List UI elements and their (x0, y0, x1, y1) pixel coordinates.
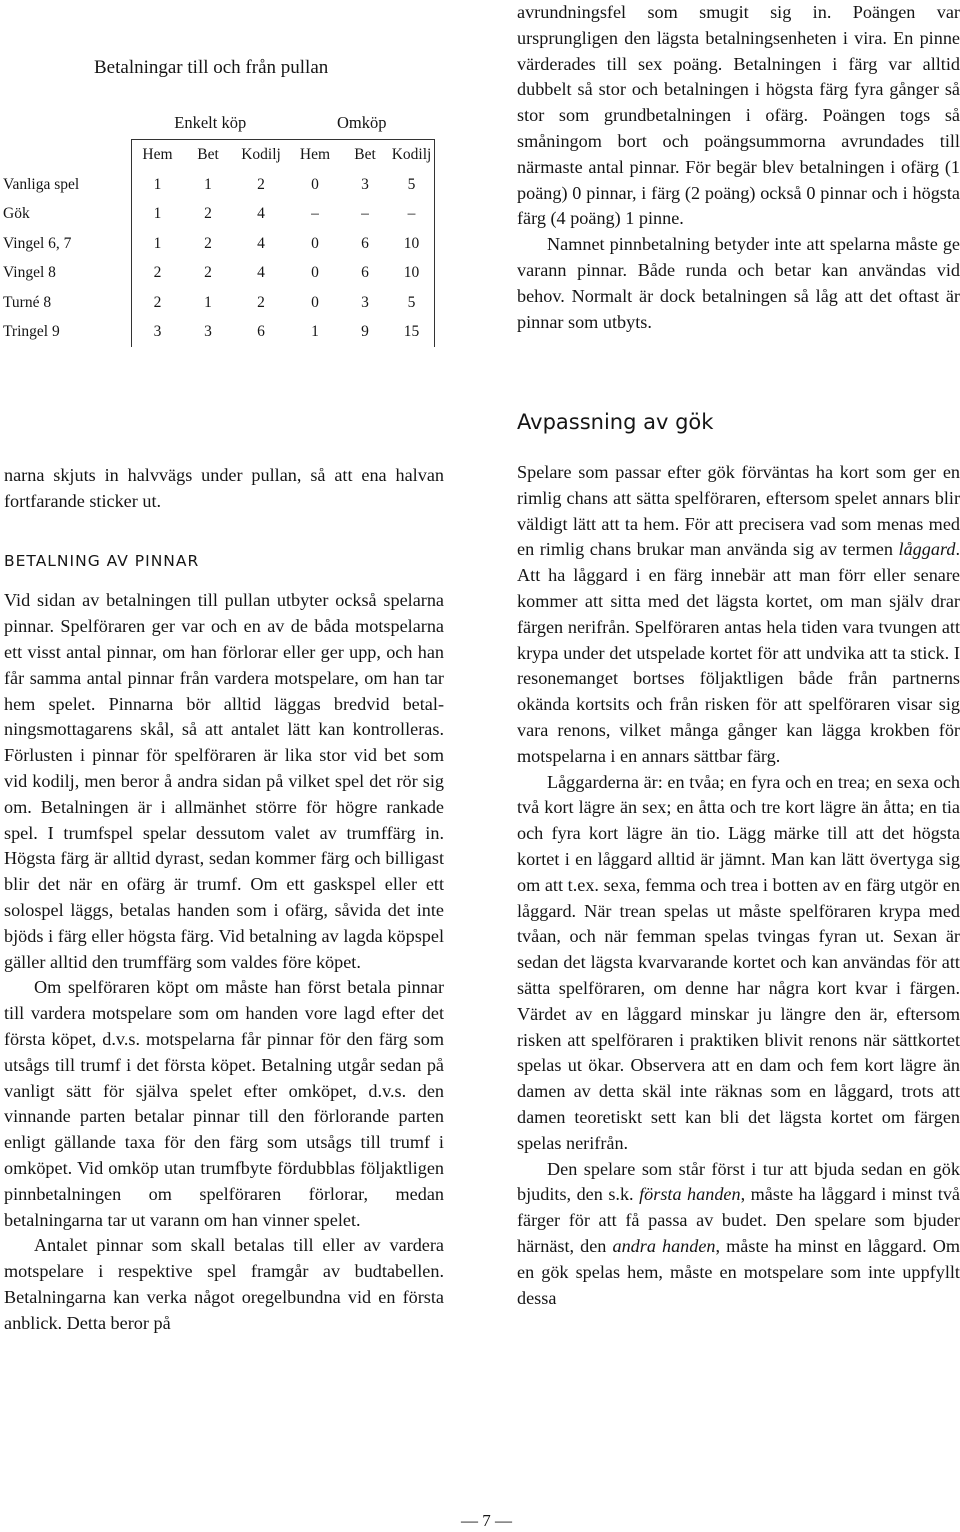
table-row (0, 229, 435, 259)
table-row (0, 259, 435, 289)
subheading-betalning-av-pinnar: BETALNING AV PINNAR (4, 551, 200, 570)
cell: – (361, 205, 369, 223)
cell: 10 (389, 229, 435, 259)
cell: 3 (153, 323, 162, 341)
cell: 2 (257, 293, 265, 311)
row-label: Turné 8 (0, 288, 132, 318)
paragraph: Spelare som passar efter gök förväntas ha kort som ger en rimlig chans att sätta spelföraren, eftersom spelet annars blir väldigt lätt att ta hem. För att precisera vad som menas med en rimlig chans brukar man använda sig av termen låggard. Att ha låggard i en färg innebär att man förr eller senare kommer att sitta med det lägsta kortet, om man själv drar färgen nerifrån. Spelföraren antas hela tiden vara tvungen att krypa under det utspelade kortet för att undvika att ta stick. I resonemanget bortses följaktligen både från partnerns okända kortsits och från risken för att spelföraren visar sig vara renons, vilket många gånger kan lägga krokben för motspelarna i en annars sättbar färg. (517, 462, 960, 766)
paragraph: Vid sidan av betalningen till pullan utbyter också spelarna pinnar. Spelföraren ger var och en av de båda motspelarna ett visst antal pinnar, om han förlorar eller ger upp, och han får samma antal pinnar från vardera motspelare, om han tar hem spelet. Pinnarna bör alltid läggas bredvid betalningsmottagarens skål, så att antalet lätt kan kontrolleras. Förlusten i pinnar för spelföraren är lika stor vid bet som vid kodilj, men beror å andra sidan på vilket spel det rör sig om. Betalningen är i allmänhet större för högre rankade spel. I trumfspel spelar dessutom valet av trumffärg in. Högsta färg är alltid dyrast, sedan kommer färg och billigast blir det när en ofärg är trumf. Om ett gaskspel eller ett solospel läggs, betalas handen som i ofärg, såvida det inte bjöds i färg eller högsta färg. Vid betalning av lagda köpspel gäller alltid den trumffärg som valdes före köpet. (4, 590, 444, 972)
cell: 2 (153, 293, 162, 311)
cell: 1 (153, 205, 162, 223)
row-label: Tringel 9 (0, 318, 132, 348)
table-row (0, 318, 435, 348)
left-column (4, 463, 444, 1337)
group-omkop: Omköp (289, 107, 435, 140)
cell: – (389, 200, 435, 230)
paragraph: avrundningsfel som smugit sig in. Poängen var ursprungligen den lägsta betalningsenheten i vira. En pinne värderades till sex poäng. Betalningen i färg var alltid dubbelt så stor och betalningen i högsta färg fyra gånger så stor som grundbetalningen i ofärg. Poängen togs så småningom bort och poängsummorna avrundades till närmaste antal pinnar. För begär blev betalningen i ofärg (1 poäng) 0 pinnar, i färg (2 poäng) också 0 pinnar och i högsta färg (4 poäng) 1 pinne. (517, 2, 960, 229)
cell: 5 (389, 170, 435, 200)
cell: 1 (204, 175, 212, 193)
subheader-cell: Hem (142, 146, 173, 163)
cell: 3 (361, 175, 369, 193)
row-label: Vingel 6, 7 (0, 229, 132, 259)
table-row (0, 170, 435, 200)
cell: 4 (257, 234, 265, 252)
section-title-avpassning: Avpassning av gök (517, 410, 714, 434)
cell: 3 (204, 323, 212, 341)
cell: 2 (204, 205, 212, 223)
cell: 3 (361, 293, 369, 311)
cell: 0 (311, 175, 319, 193)
group-enkelt-kop: Enkelt köp (132, 107, 290, 140)
cell: 15 (389, 318, 435, 348)
cell: 0 (311, 234, 319, 252)
row-label: Gök (0, 200, 132, 230)
paragraph: narna skjuts in halvvägs under pullan, så att ena halvan fortfarande sticker ut. (4, 465, 444, 511)
payments-table (0, 107, 435, 347)
term-forsta-handen: första handen (639, 1184, 741, 1205)
cell: 2 (204, 264, 212, 282)
cell: 10 (389, 259, 435, 289)
subheader-cell: Bet (354, 146, 376, 163)
cell: 0 (311, 293, 319, 311)
cell: 0 (311, 264, 319, 282)
cell: 2 (153, 264, 162, 282)
paragraph: Låggarderna är: en tvåa; en fyra och en trea; en sexa och två kort lägre än sex; en åtta och tre kort lägre än åtta; en tia och fyra kort lägre än tio. Lägg märke till att det högsta kortet i en låggard alltid är jämnt. Man kan lätt övertyga sig om att t.ex. sexa, femma och trea i botten av en färg utgör en låggard. När trean spelas ut måste spelföraren krypa med tvåan, och när femman spelas tvingas fyran ut. Sexan är sedan det lägsta kvarvarande kortet och kan användas för att sätta spelföraren, om denne har några kort kvar i färgen. Värdet av en låggard minskar ju längre den är, eftersom risken att spelföraren i praktiken blivit renons när sättkortet spelas ut ökar. Observera att en dam och fem kort lägre än damen av detta skäl inte räknas som en låggard, trots att damen teoretiskt sett kan bli det lägsta kortet om färgen spelas nerifrån. (517, 771, 960, 1153)
table-subheader (0, 140, 435, 171)
paragraph: Antalet pinnar som skall betalas till eller av vardera motspelare i respektive spel framgår av budtabellen. Betalningarna kan verka något oregelbundna vid en första anblick. Detta beror på (4, 1235, 444, 1333)
cell: 1 (204, 293, 212, 311)
paragraph: Namnet pinnbetalning betyder inte att spelarna måste ge varann pinnar. Både runda och betar kan användas vid behov. Normalt är dock betalningen så låg att det oftast är pinnar som utbyts. (517, 234, 960, 332)
paragraph: Om spelföraren köpt om måste han först betala pinnar till vardera motspelare som om handen vore lagd efter det första köpet, d.v.s. motspelarna får pinnar för den färg som utsågs till trumf i det första köpet. Betalning utgår sedan på vanligt sätt för själva spelet efter omköpet, d.v.s. den vinnande parten betalar pinnar till den förlorande parten enligt gällande taxa för den färg som utsågs till trumf i omköpet. Vid omköp utan trumfbyte fördubblas följaktligen pinnbetalningen om spelföraren förlorar, medan betalningarna tar ut varann om han vinner spelet. (4, 977, 444, 1230)
subheader-cell: Bet (197, 146, 219, 163)
cell: 1 (311, 323, 319, 341)
term-andra-handen: andra handen (612, 1235, 716, 1256)
subheader-cell: Hem (299, 146, 331, 163)
subheader-cell: Kodilj (241, 146, 281, 163)
cell: 1 (153, 175, 162, 193)
paragraph: Den spelare som står först i tur att bjuda sedan en gök bjudits, den s.k. första handen, måste ha låggard i minst två färger för att få passa av budet. Den spelare som bjuder härnäst, den andra handen, måste ha minst en låggard. Om en gök spelas hem, måste en motspelare som inte uppfyllt dessa (517, 1158, 960, 1308)
cell: 9 (361, 323, 369, 341)
row-label: Vingel 8 (0, 259, 132, 289)
subheader-cell: Kodilj (389, 140, 435, 171)
row-label: Vanliga spel (0, 170, 132, 200)
cell: 5 (389, 288, 435, 318)
top-right-text (517, 0, 960, 335)
right-column (517, 460, 960, 1311)
cell: – (311, 205, 319, 223)
table-group-header (0, 107, 435, 140)
cell: 6 (361, 234, 369, 252)
term-laggard: låggard (898, 539, 956, 560)
cell: 6 (361, 264, 369, 282)
cell: 2 (204, 234, 212, 252)
cell: 4 (257, 205, 265, 223)
table-row (0, 288, 435, 318)
page-number: — 7 — (461, 1511, 512, 1530)
cell: 1 (153, 234, 162, 252)
table-row (0, 200, 435, 230)
cell: 2 (257, 175, 265, 193)
cell: 4 (257, 264, 265, 282)
cell: 6 (257, 323, 265, 341)
table-title: Betalningar till och från pullan (94, 57, 329, 78)
